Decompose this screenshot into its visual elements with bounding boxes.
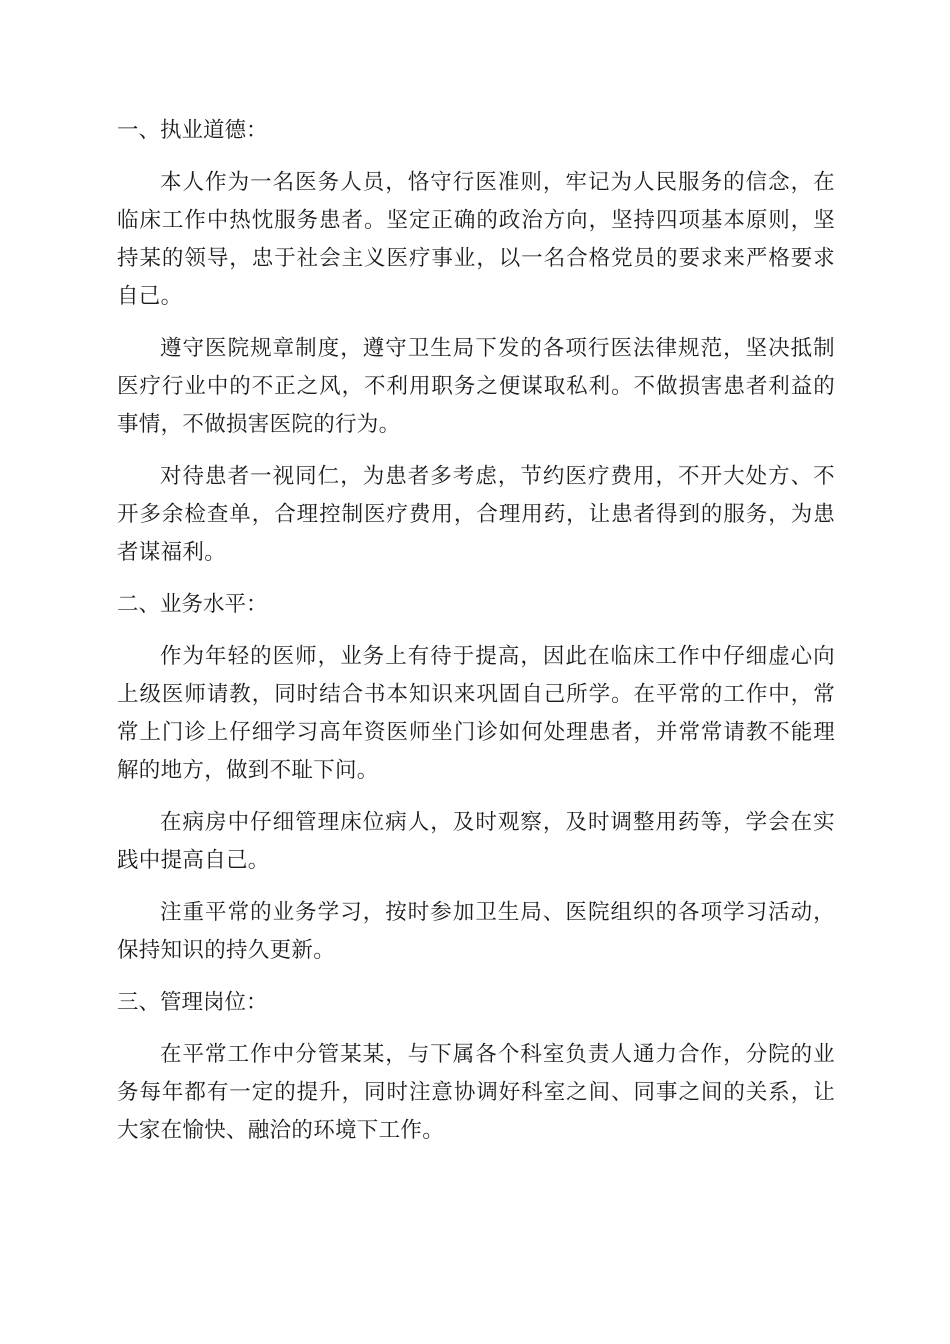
section-heading-ethics: 一、执业道德：: [117, 118, 268, 143]
document-body: [117, 112, 835, 1164]
paragraph: 遵守医院规章制度，遵守卫生局下发的各项行医法律规范，坚决抵制医疗行业中的不正之风，不利用职务之便谋取私利。不做损害患者利益的事情，不做损害医院的行为。: [117, 336, 835, 437]
section-heading-professional-level: 二、业务水平：: [117, 592, 268, 617]
paragraph: 注重平常的业务学习，按时参加卫生局、医院组织的各项学习活动，保持知识的持久更新。: [117, 900, 835, 963]
paragraph: 对待患者一视同仁，为患者多考虑，节约医疗费用，不开大处方、不开多余检查单，合理控制医疗费用，合理用药，让患者得到的服务，为患者谋福利。: [117, 464, 835, 565]
paragraph: 在平常工作中分管某某，与下属各个科室负责人通力合作，分院的业务每年都有一定的提升，同时注意协调好科室之间、同事之间的关系，让大家在愉快、融洽的环境下工作。: [117, 1042, 835, 1143]
paragraph: 作为年轻的医师，业务上有待于提高，因此在临床工作中仔细虚心向上级医师请教，同时结合书本知识来巩固自己所学。在平常的工作中，常常上门诊上仔细学习高年资医师坐门诊如何处理患者，并常常请教不能理解的地方，做到不耻下问。: [117, 644, 835, 783]
section-heading-management: 三、管理岗位：: [117, 990, 268, 1015]
paragraph: 本人作为一名医务人员，恪守行医准则，牢记为人民服务的信念，在临床工作中热忱服务患者。坚定正确的政治方向，坚持四项基本原则，坚持某的领导，忠于社会主义医疗事业，以一名合格党员的要求来严格要求自己。: [117, 170, 835, 309]
paragraph: 在病房中仔细管理床位病人，及时观察，及时调整用药等，学会在实践中提高自己。: [117, 810, 835, 873]
